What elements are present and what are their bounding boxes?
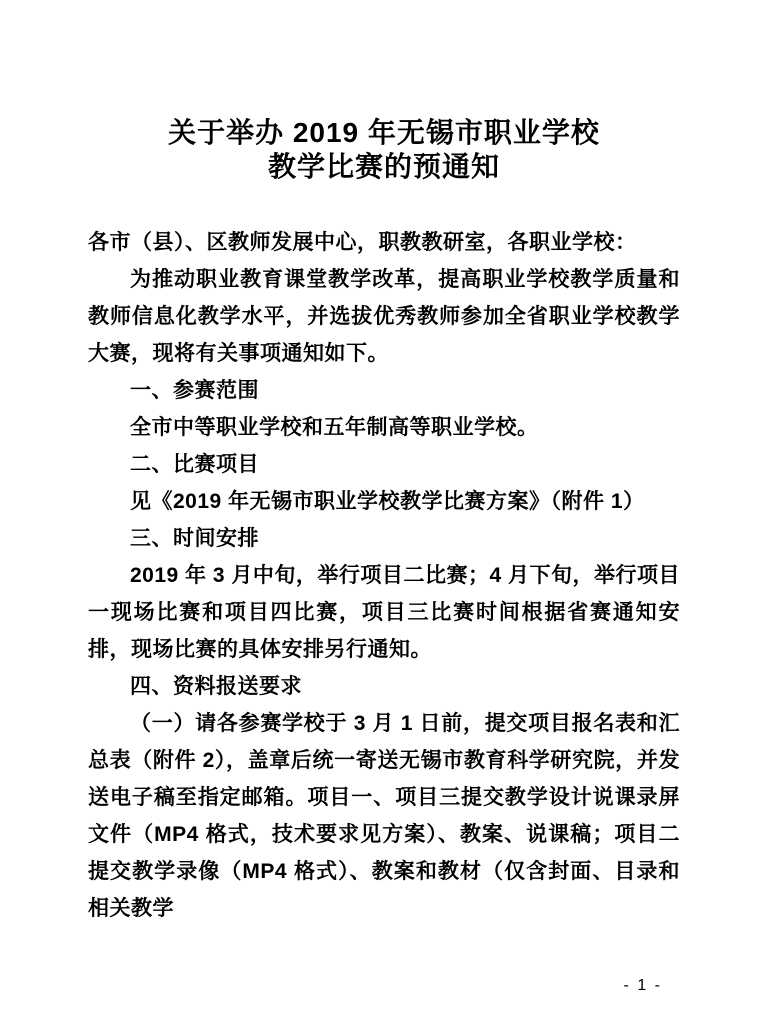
salutation-line: 各市（县）、区教师发展中心，职教教研室，各职业学校：	[88, 231, 637, 254]
section-1-body: 全市中等职业学校和五年制高等职业学校。	[130, 416, 539, 439]
section-heading-4: 四、资料报送要求	[130, 675, 302, 698]
document-title	[88, 116, 680, 184]
section-3-body: 2019 年 3 月中旬，举行项目二比赛；4 月下旬，举行项目一现场比赛和项目四比赛，项目三比赛时间根据省赛通知安排，现场比赛的具体安排另行通知。	[88, 564, 680, 661]
intro-paragraph: 为推动职业教育课堂教学改革，提高职业学校教学质量和教师信息化教学水平，并选拔优秀教师参加全省职业学校教学大赛，现将有关事项通知如下。	[88, 268, 680, 365]
document-title-line1: 关于举办 2019 年无锡市职业学校	[168, 117, 600, 148]
section-heading-1: 一、参赛范围	[130, 379, 259, 402]
document-title-line2: 教学比赛的预通知	[267, 151, 500, 182]
section-4-body: （一）请各参赛学校于 3 月 1 日前，提交项目报名表和汇总表（附件 2），盖章后统一寄送无锡市教育科学研究院，并发送电子稿至指定邮箱。项目一、项目三提交教学设计说课录屏文件（MP4 格式，技术要求见方案）、教案、说课稿；项目二提交教学录像（MP4 格式）、教案和教材（仅含封面、目录和相关教学	[88, 712, 680, 920]
section-heading-3: 三、时间安排	[130, 527, 259, 550]
section-heading-2: 二、比赛项目	[130, 453, 259, 476]
page-number: - 1 -	[623, 977, 662, 994]
document-content	[88, 116, 680, 927]
section-2-body: 见《2019 年无锡市职业学校教学比赛方案》（附件 1）	[130, 490, 645, 513]
